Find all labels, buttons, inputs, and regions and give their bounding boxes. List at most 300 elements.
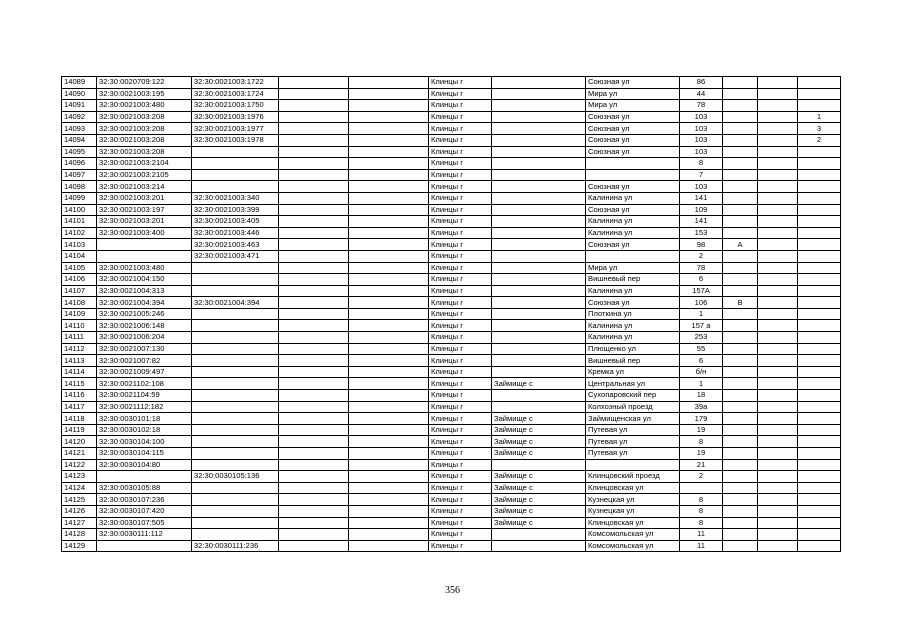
cell-row-number: 14089 [62,77,97,89]
cell-row-number: 14090 [62,88,97,100]
cell-cadastral-number: 32:30:0030105:88 [97,482,192,494]
cell-street: Сухопаровский пер [586,390,680,402]
cell-house-number: 19 [680,448,723,460]
cell-street: Займищенская ул [586,413,680,425]
cell-letter [723,192,758,204]
cell-unit-number [798,459,841,471]
cell-street: Колхозный проезд [586,401,680,413]
cell-row-number: 14114 [62,366,97,378]
cell-col-11 [758,227,798,239]
cell-letter [723,77,758,89]
table-row [62,355,841,367]
cell-settlement [492,285,586,297]
cell-street: Плющенко ул [586,343,680,355]
cell-col-4 [279,540,349,552]
cell-cadastral-number: 32:30:0021004:394 [97,297,192,309]
cell-settlement [492,390,586,402]
cell-letter [723,448,758,460]
cell-street [586,169,680,181]
cell-unit-number [798,517,841,529]
table-row [62,332,841,344]
cell-city: Клинцы г [429,169,492,181]
table-row [62,366,841,378]
table-row [62,192,841,204]
cell-col-5 [349,181,429,193]
cell-settlement: Займище с [492,517,586,529]
cell-city: Клинцы г [429,123,492,135]
cell-row-number: 14124 [62,482,97,494]
cell-city: Клинцы г [429,77,492,89]
cell-house-number: 2 [680,471,723,483]
cell-house-number: 7 [680,169,723,181]
cell-unit-number [798,424,841,436]
cell-row-number: 14127 [62,517,97,529]
cell-letter [723,227,758,239]
cell-city: Клинцы г [429,390,492,402]
cell-unit-number [798,100,841,112]
cell-col-4 [279,111,349,123]
cell-street: Союзная ул [586,134,680,146]
cell-house-number: 8 [680,494,723,506]
cell-letter: А [723,239,758,251]
cell-house-number: 253 [680,332,723,344]
cell-col-5 [349,471,429,483]
cell-city: Клинцы г [429,332,492,344]
cell-cadastral-number: 32:30:0021003:2104 [97,158,192,170]
cell-col-4 [279,134,349,146]
cell-col-11 [758,250,798,262]
cell-cadastral-number: 32:30:0030107:236 [97,494,192,506]
table-row [62,262,841,274]
cell-unit-number [798,285,841,297]
register-table-body [62,77,841,552]
cell-letter [723,274,758,286]
cell-settlement [492,355,586,367]
cell-parent-cadastral-number [192,424,279,436]
cell-street: Союзная ул [586,239,680,251]
cell-parent-cadastral-number: 32:30:0021003:1722 [192,77,279,89]
cell-row-number: 14093 [62,123,97,135]
cell-col-11 [758,262,798,274]
cell-row-number: 14096 [62,158,97,170]
cell-col-4 [279,88,349,100]
cell-city: Клинцы г [429,100,492,112]
cell-col-5 [349,482,429,494]
cell-col-4 [279,401,349,413]
cell-col-5 [349,146,429,158]
table-row [62,250,841,262]
cell-unit-number [798,505,841,517]
cell-parent-cadastral-number: 32:30:0021003:405 [192,216,279,228]
cell-house-number: 6 [680,274,723,286]
cell-house-number: 103 [680,146,723,158]
cell-unit-number [798,355,841,367]
cell-col-11 [758,482,798,494]
table-row [62,100,841,112]
cell-letter [723,401,758,413]
table-row [62,494,841,506]
cell-col-4 [279,424,349,436]
cell-letter [723,158,758,170]
cell-unit-number [798,320,841,332]
cell-street: Калинина ул [586,320,680,332]
cell-unit-number: 2 [798,134,841,146]
cell-unit-number [798,448,841,460]
cell-col-11 [758,308,798,320]
cell-settlement [492,204,586,216]
cell-settlement: Займище с [492,378,586,390]
cell-letter [723,505,758,517]
cell-city: Клинцы г [429,239,492,251]
cell-letter [723,540,758,552]
cell-letter [723,308,758,320]
cell-col-5 [349,332,429,344]
cell-city: Клинцы г [429,517,492,529]
cell-col-11 [758,297,798,309]
cell-cadastral-number: 32:30:0021004:150 [97,274,192,286]
cell-col-11 [758,517,798,529]
cell-col-5 [349,100,429,112]
table-row [62,482,841,494]
cell-letter [723,390,758,402]
cell-house-number: 153 [680,227,723,239]
cell-unit-number [798,378,841,390]
cell-col-11 [758,111,798,123]
cell-col-4 [279,343,349,355]
cell-col-11 [758,448,798,460]
cell-col-5 [349,540,429,552]
table-row [62,320,841,332]
cell-cadastral-number: 32:30:0021007:130 [97,343,192,355]
cell-col-11 [758,390,798,402]
cell-col-4 [279,436,349,448]
cell-col-5 [349,88,429,100]
cell-settlement [492,100,586,112]
cell-street: Кузнецкая ул [586,505,680,517]
cell-city: Клинцы г [429,366,492,378]
cell-settlement [492,146,586,158]
cell-house-number: 8 [680,158,723,170]
cell-col-4 [279,517,349,529]
cell-row-number: 14121 [62,448,97,460]
cell-house-number: б/н [680,366,723,378]
cell-row-number: 14117 [62,401,97,413]
cell-settlement [492,540,586,552]
cell-house-number: 179 [680,413,723,425]
cell-cadastral-number [97,250,192,262]
cell-col-5 [349,448,429,460]
cell-col-11 [758,239,798,251]
cell-parent-cadastral-number [192,355,279,367]
cell-cadastral-number: 32:30:0021003:2105 [97,169,192,181]
cell-letter [723,262,758,274]
cell-parent-cadastral-number [192,262,279,274]
cell-city: Клинцы г [429,274,492,286]
cell-cadastral-number: 32:30:0021104:59 [97,390,192,402]
cell-col-4 [279,355,349,367]
cell-letter [723,529,758,541]
table-row [62,471,841,483]
table-row [62,123,841,135]
cell-unit-number [798,169,841,181]
cell-col-4 [279,332,349,344]
cell-letter [723,134,758,146]
cell-col-5 [349,308,429,320]
cell-street: Калинина ул [586,192,680,204]
cell-letter [723,250,758,262]
cell-col-5 [349,285,429,297]
cell-parent-cadastral-number: 32:30:0021003:1978 [192,134,279,146]
cell-settlement [492,88,586,100]
cell-col-5 [349,436,429,448]
cell-row-number: 14107 [62,285,97,297]
cell-settlement: Займище с [492,482,586,494]
cell-cadastral-number: 32:30:0020709:122 [97,77,192,89]
cell-letter [723,424,758,436]
cell-row-number: 14125 [62,494,97,506]
cell-col-5 [349,320,429,332]
cell-col-5 [349,262,429,274]
cell-settlement [492,308,586,320]
cell-row-number: 14118 [62,413,97,425]
cell-col-4 [279,192,349,204]
cell-settlement: Займище с [492,424,586,436]
cell-col-4 [279,274,349,286]
cell-row-number: 14126 [62,505,97,517]
cell-col-11 [758,529,798,541]
table-row [62,540,841,552]
cell-parent-cadastral-number: 32:30:0021003:471 [192,250,279,262]
cell-row-number: 14112 [62,343,97,355]
cell-unit-number [798,540,841,552]
cell-unit-number [798,146,841,158]
cell-cadastral-number [97,239,192,251]
cell-col-11 [758,366,798,378]
cell-row-number: 14095 [62,146,97,158]
cell-col-5 [349,297,429,309]
cell-parent-cadastral-number [192,366,279,378]
cell-city: Клинцы г [429,424,492,436]
cell-cadastral-number: 32:30:0021003:208 [97,111,192,123]
cell-street: Мира ул [586,88,680,100]
cell-street: Союзная ул [586,204,680,216]
cell-house-number: 98 [680,239,723,251]
cell-street: Путевая ул [586,436,680,448]
cell-parent-cadastral-number [192,517,279,529]
table-row [62,204,841,216]
cell-cadastral-number: 32:30:0021003:201 [97,192,192,204]
cell-unit-number [798,216,841,228]
cell-row-number: 14123 [62,471,97,483]
cell-unit-number [798,413,841,425]
cell-street: Комсомольская ул [586,529,680,541]
cell-cadastral-number: 32:30:0021003:400 [97,227,192,239]
cell-house-number: 157 а [680,320,723,332]
cell-col-4 [279,100,349,112]
cell-unit-number [798,192,841,204]
cell-city: Клинцы г [429,134,492,146]
cell-col-4 [279,169,349,181]
cell-row-number: 14102 [62,227,97,239]
cell-city: Клинцы г [429,250,492,262]
cell-row-number: 14105 [62,262,97,274]
cell-house-number: 1 [680,378,723,390]
cell-col-4 [279,413,349,425]
cell-row-number: 14100 [62,204,97,216]
cell-col-5 [349,192,429,204]
cell-col-11 [758,204,798,216]
cell-parent-cadastral-number: 32:30:0030111:236 [192,540,279,552]
cell-street: Клинцовский проезд [586,471,680,483]
cell-city: Клинцы г [429,158,492,170]
table-row [62,77,841,89]
table-row [62,169,841,181]
cell-row-number: 14115 [62,378,97,390]
cell-house-number: 141 [680,216,723,228]
cell-col-11 [758,413,798,425]
cell-col-11 [758,436,798,448]
cell-city: Клинцы г [429,320,492,332]
cell-parent-cadastral-number [192,401,279,413]
cell-letter [723,494,758,506]
cell-row-number: 14113 [62,355,97,367]
cell-row-number: 14120 [62,436,97,448]
cell-house-number: 6 [680,355,723,367]
cell-letter [723,343,758,355]
cell-street [586,459,680,471]
cell-letter [723,123,758,135]
cell-house-number: 21 [680,459,723,471]
cell-row-number: 14099 [62,192,97,204]
cell-settlement [492,192,586,204]
cell-parent-cadastral-number [192,343,279,355]
cell-city: Клинцы г [429,297,492,309]
cell-row-number: 14122 [62,459,97,471]
cell-settlement: Займище с [492,413,586,425]
cell-settlement: Займище с [492,505,586,517]
table-row [62,181,841,193]
cell-house-number: 103 [680,111,723,123]
cell-cadastral-number: 32:30:0030111:112 [97,529,192,541]
cell-settlement [492,169,586,181]
cell-cadastral-number: 32:30:0021112:182 [97,401,192,413]
cell-parent-cadastral-number [192,169,279,181]
cell-col-4 [279,505,349,517]
cell-letter [723,285,758,297]
cell-unit-number [798,204,841,216]
cell-cadastral-number: 32:30:0021003:208 [97,123,192,135]
cell-cadastral-number: 32:30:0021003:214 [97,181,192,193]
cell-parent-cadastral-number: 32:30:0021003:340 [192,192,279,204]
cell-street: Вишневый пер [586,274,680,286]
cell-col-11 [758,424,798,436]
cell-unit-number [798,308,841,320]
cell-col-11 [758,146,798,158]
cell-house-number: 39а [680,401,723,413]
cell-col-4 [279,448,349,460]
table-row [62,390,841,402]
cell-letter [723,100,758,112]
cell-city: Клинцы г [429,413,492,425]
cell-settlement [492,77,586,89]
cell-col-5 [349,239,429,251]
cell-house-number: 141 [680,192,723,204]
cell-unit-number: 3 [798,123,841,135]
cell-unit-number [798,158,841,170]
cell-row-number: 14111 [62,332,97,344]
cell-cadastral-number: 32:30:0021007:82 [97,355,192,367]
cell-col-11 [758,332,798,344]
cell-house-number: 2 [680,250,723,262]
cell-col-5 [349,378,429,390]
cell-city: Клинцы г [429,505,492,517]
cell-parent-cadastral-number [192,308,279,320]
cell-parent-cadastral-number [192,181,279,193]
cell-parent-cadastral-number: 32:30:0021003:446 [192,227,279,239]
cell-unit-number [798,529,841,541]
cell-col-4 [279,216,349,228]
table-row [62,308,841,320]
cell-settlement: Займище с [492,471,586,483]
cell-street: Центральная ул [586,378,680,390]
table-row [62,529,841,541]
cell-col-11 [758,378,798,390]
cell-letter [723,378,758,390]
cell-cadastral-number: 32:30:0021005:246 [97,308,192,320]
cell-street: Кремка ул [586,366,680,378]
cell-letter [723,181,758,193]
cell-cadastral-number: 32:30:0030104:80 [97,459,192,471]
cell-house-number: 109 [680,204,723,216]
cell-city: Клинцы г [429,216,492,228]
cell-street: Мира ул [586,262,680,274]
cell-parent-cadastral-number: 32:30:0021003:399 [192,204,279,216]
cell-city: Клинцы г [429,448,492,460]
cell-unit-number [798,181,841,193]
cell-house-number: 78 [680,262,723,274]
cell-row-number: 14094 [62,134,97,146]
cell-letter [723,216,758,228]
cell-street: Клинцовская ул [586,517,680,529]
cell-letter [723,517,758,529]
cell-parent-cadastral-number: 32:30:0021003:1977 [192,123,279,135]
cell-city: Клинцы г [429,146,492,158]
cell-letter [723,332,758,344]
cell-cadastral-number: 32:30:0030104:115 [97,448,192,460]
cell-col-5 [349,169,429,181]
cell-col-5 [349,274,429,286]
cell-parent-cadastral-number [192,378,279,390]
cell-city: Клинцы г [429,529,492,541]
cell-house-number: 11 [680,540,723,552]
cell-col-4 [279,390,349,402]
cell-settlement [492,134,586,146]
cell-col-11 [758,169,798,181]
cell-col-4 [279,262,349,274]
cell-cadastral-number: 32:30:0030101:18 [97,413,192,425]
cell-parent-cadastral-number: 32:30:0021004:394 [192,297,279,309]
cell-street: Союзная ул [586,123,680,135]
cell-house-number: 1 [680,308,723,320]
cell-row-number: 14106 [62,274,97,286]
cell-col-11 [758,471,798,483]
cell-settlement [492,332,586,344]
cell-parent-cadastral-number: 32:30:0021003:1724 [192,88,279,100]
cell-row-number: 14110 [62,320,97,332]
cell-row-number: 14097 [62,169,97,181]
cell-settlement [492,123,586,135]
cell-letter [723,111,758,123]
